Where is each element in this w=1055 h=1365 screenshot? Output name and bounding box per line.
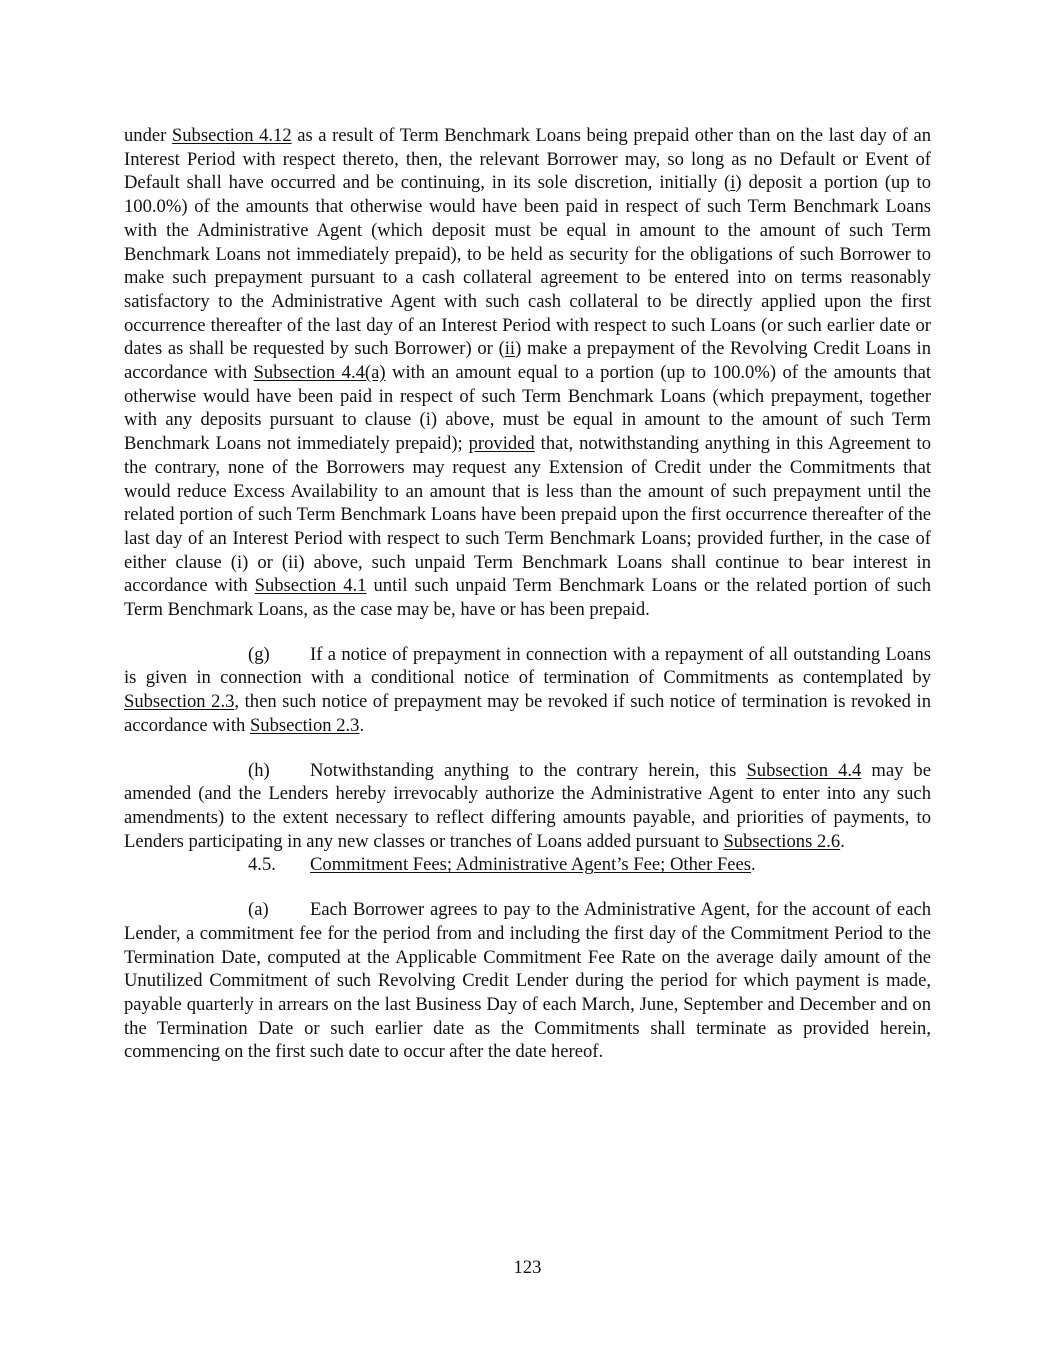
- clause-reference: ii: [504, 338, 516, 360]
- text: under: [124, 125, 172, 146]
- clause-label: (a): [248, 899, 269, 921]
- document-page: [124, 124, 931, 1064]
- text: as a result of Term Benchmark Loans being prepaid other than on the last day of an Interest Period with respect thereto, then, the relevant Borrower may, so long as no Default or Event of Default shall have occurred and be continuing, in its sole discretion, initially (: [124, 125, 932, 194]
- text: ) make a prepayment of the Revolving Credit Loans in accordance with: [124, 338, 931, 384]
- paragraph-continuation: [124, 124, 931, 622]
- subsection-reference: Subsection 4.4(a): [253, 362, 386, 384]
- subsection-reference: Subsection 2.3: [249, 714, 360, 736]
- subsection-reference: Subsection 2.3: [124, 691, 235, 713]
- text: until such unpaid Term Benchmark Loans or the related portion of such Term Benchmark Loans, as the case may be, have or has been prepaid.: [124, 575, 932, 621]
- text: that, notwithstanding anything in this Agreement to the contrary, none of the Borrowers may request any Extension of Credit under the Commitments that would reduce Excess Availability to an amount that is less than the amount of such prepayment until the related portion of such Term Benchmark Loans have been prepaid upon the first occurrence thereafter of the last day of an Interest Period with respect to such Term Benchmark Loans; provided further, in the case of either clause (i) or (ii) above, such unpaid Term Benchmark Loans shall continue to bear interest in accordance with: [124, 433, 932, 597]
- subsection-reference: Subsection 4.12: [171, 125, 292, 146]
- clause-label: (g): [248, 643, 270, 665]
- text: .: [751, 854, 756, 876]
- clause-label: (h): [248, 759, 270, 781]
- page-number: 123: [513, 1257, 542, 1278]
- paragraph-h: [124, 759, 931, 854]
- text: Notwithstanding anything to the contrary herein, this: [310, 759, 747, 781]
- section-title: Commitment Fees; Administrative Agent’s Fee; Other Fees: [310, 854, 752, 876]
- paragraph-g: [124, 643, 931, 738]
- text: , then such notice of prepayment may be revoked if such notice of termination is revoked in accordance with: [124, 691, 931, 736]
- provided-term: provided: [468, 433, 535, 455]
- subsection-reference: Subsection 4.4: [746, 759, 862, 781]
- section-number: 4.5.: [248, 854, 276, 876]
- paragraph-a: [124, 898, 931, 1064]
- text: Each Borrower agrees to pay to the Administrative Agent, for the account of each Lender, a commitment fee for the period from and including the first day of the Commitment Period to the Termination Date, computed at the Applicable Commitment Fee Rate on the average daily amount of the Unutilized Commitment of such Revolving Credit Lender during the period for which payment is made, payable quarterly in arrears on the last Business Day of each March, June, September and December and on the Termination Date or such earlier date as the Commitments shall terminate as provided herein, commencing on the first such date to occur after the date hereof.: [124, 899, 931, 1063]
- section-heading: [124, 853, 931, 877]
- clause-reference: i: [730, 172, 736, 194]
- subsection-reference: Subsection 4.1: [254, 575, 367, 597]
- text: with an amount equal to a portion (up to 100.0%) of the amounts that otherwise would have been paid in respect of such Term Benchmark Loans (which prepayment, together with any deposits pursuant to clause (i) above, must be equal in amount to the amount of such Term Benchmark Loans not immediately prepaid);: [124, 362, 931, 455]
- subsection-reference: Subsections 2.6: [723, 830, 841, 852]
- text: .: [359, 714, 365, 736]
- text: ) deposit a portion (up to 100.0%) of the amounts that otherwise would have been paid in respect of such Term Benchmark Loans with the Administrative Agent (which deposit must be equal in amount to the amount of such Term Benchmark Loans not immediately prepaid), to be held as security for the obligations of such Borrower to make such prepayment pursuant to a cash collateral agreement to be entered into on terms reasonably satisfactory to the Administrative Agent with such cash collateral to be directly applied upon the first occurrence thereafter of the last day of an Interest Period with respect to such Loans (or such earlier date or dates as shall be requested by such Borrower) or (: [124, 172, 931, 360]
- text: If a notice of prepayment in connection with a repayment of all outstanding Loans is given in connection with a conditional notice of termination of Commitments as contemplated by: [124, 643, 931, 689]
- text: .: [840, 830, 845, 852]
- text: may be amended (and the Lenders hereby irrevocably authorize the Administrative Agent to enter into any such amendments) to the extent necessary to reflect differing amounts payable, and priorities of payments, to Lenders participating in any new classes or tranches of Loans added pursuant to: [124, 759, 931, 852]
